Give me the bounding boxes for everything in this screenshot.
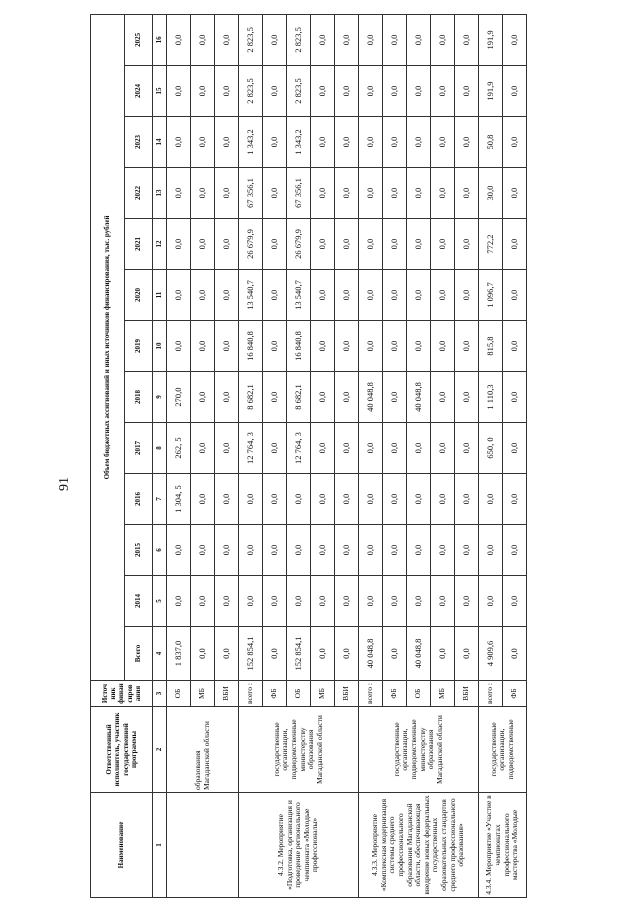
value-cell: 1 343,2 xyxy=(239,117,263,168)
header-year-2014: 2014 xyxy=(125,576,153,627)
value-cell: 0,0 xyxy=(215,525,239,576)
value-cell: 0,0 xyxy=(431,474,455,525)
value-cell: 0,0 xyxy=(503,576,527,627)
table-row xyxy=(239,14,263,897)
value-cell: 0,0 xyxy=(335,270,359,321)
value-cell: 0,0 xyxy=(407,66,431,117)
value-cell: 191,9 xyxy=(479,66,503,117)
value-cell: 0,0 xyxy=(311,627,335,681)
value-cell: 0,0 xyxy=(263,14,287,65)
source-cell: ВБИ xyxy=(215,681,239,707)
value-cell: 262, 5 xyxy=(167,423,191,474)
value-cell: 0,0 xyxy=(263,576,287,627)
executor-cell: государственные организации, подведомственные министерству образования Магаданской области xyxy=(239,707,359,793)
value-cell: 0,0 xyxy=(431,66,455,117)
value-cell: 772,2 xyxy=(479,219,503,270)
value-cell: 0,0 xyxy=(431,168,455,219)
value-cell: 0,0 xyxy=(263,525,287,576)
value-cell: 0,0 xyxy=(407,117,431,168)
rotated-table-container xyxy=(90,14,572,898)
header-year-2015: 2015 xyxy=(125,525,153,576)
value-cell: 0,0 xyxy=(335,321,359,372)
header-source: Источ ник финан сиров ания xyxy=(91,681,153,707)
value-cell: 0,0 xyxy=(455,219,479,270)
value-cell: 0,0 xyxy=(263,117,287,168)
value-cell: 0,0 xyxy=(335,474,359,525)
value-cell: 0,0 xyxy=(191,474,215,525)
value-cell: 0,0 xyxy=(431,321,455,372)
value-cell: 0,0 xyxy=(431,219,455,270)
value-cell: 0,0 xyxy=(215,627,239,681)
source-cell: всего : xyxy=(359,681,383,707)
value-cell: 0,0 xyxy=(431,270,455,321)
source-cell: МБ xyxy=(431,681,455,707)
value-cell: 0,0 xyxy=(383,270,407,321)
value-cell: 0,0 xyxy=(191,168,215,219)
source-cell: ВБИ xyxy=(335,681,359,707)
source-cell: ФБ xyxy=(263,681,287,707)
value-cell: 0,0 xyxy=(215,423,239,474)
source-cell: ОБ xyxy=(407,681,431,707)
value-cell: 0,0 xyxy=(479,474,503,525)
value-cell: 0,0 xyxy=(503,627,527,681)
value-cell: 0,0 xyxy=(359,219,383,270)
value-cell: 40 048,8 xyxy=(407,627,431,681)
value-cell: 0,0 xyxy=(455,474,479,525)
value-cell: 0,0 xyxy=(167,219,191,270)
value-cell: 0,0 xyxy=(407,168,431,219)
value-cell: 0,0 xyxy=(167,270,191,321)
source-cell: ФБ xyxy=(503,681,527,707)
value-cell: 8 682,1 xyxy=(287,372,311,423)
header-year-2018: 2018 xyxy=(125,372,153,423)
header-total: Всего xyxy=(125,627,153,681)
value-cell: 0,0 xyxy=(335,627,359,681)
table-row xyxy=(167,14,191,897)
value-cell: 0,0 xyxy=(215,270,239,321)
value-cell: 0,0 xyxy=(263,321,287,372)
value-cell: 0,0 xyxy=(383,372,407,423)
value-cell: 0,0 xyxy=(359,14,383,65)
value-cell: 0,0 xyxy=(215,474,239,525)
header-year-2019: 2019 xyxy=(125,321,153,372)
value-cell: 40 048,8 xyxy=(359,372,383,423)
table-row xyxy=(479,14,503,897)
value-cell: 0,0 xyxy=(263,423,287,474)
value-cell: 67 356,1 xyxy=(287,168,311,219)
column-number: 6 xyxy=(153,525,167,576)
value-cell: 0,0 xyxy=(431,627,455,681)
value-cell: 1 304, 5 xyxy=(167,474,191,525)
value-cell: 152 854,1 xyxy=(239,627,263,681)
header-year-2025: 2025 xyxy=(125,14,153,65)
value-cell: 0,0 xyxy=(455,525,479,576)
value-cell: 0,0 xyxy=(455,627,479,681)
source-cell: ОБ xyxy=(167,681,191,707)
value-cell: 0,0 xyxy=(359,168,383,219)
value-cell: 0,0 xyxy=(215,14,239,65)
value-cell: 0,0 xyxy=(503,372,527,423)
value-cell: 0,0 xyxy=(383,117,407,168)
value-cell: 0,0 xyxy=(407,423,431,474)
value-cell: 0,0 xyxy=(455,270,479,321)
value-cell: 0,0 xyxy=(359,576,383,627)
header-executor: Ответственный исполнитель, участник государственной программы xyxy=(91,707,153,793)
value-cell: 0,0 xyxy=(335,576,359,627)
value-cell: 0,0 xyxy=(167,576,191,627)
value-cell: 0,0 xyxy=(215,117,239,168)
value-cell: 0,0 xyxy=(383,474,407,525)
value-cell: 0,0 xyxy=(359,66,383,117)
value-cell: 2 823,5 xyxy=(239,66,263,117)
value-cell: 152 854,1 xyxy=(287,627,311,681)
value-cell: 0,0 xyxy=(215,576,239,627)
column-number: 16 xyxy=(153,14,167,65)
column-number: 5 xyxy=(153,576,167,627)
value-cell: 0,0 xyxy=(191,117,215,168)
value-cell: 0,0 xyxy=(383,168,407,219)
value-cell: 0,0 xyxy=(359,474,383,525)
column-number: 8 xyxy=(153,423,167,474)
value-cell: 0,0 xyxy=(167,14,191,65)
source-cell: всего : xyxy=(479,681,503,707)
value-cell: 0,0 xyxy=(455,14,479,65)
value-cell: 0,0 xyxy=(335,117,359,168)
value-cell: 650, 0 xyxy=(479,423,503,474)
value-cell: 0,0 xyxy=(311,474,335,525)
value-cell: 0,0 xyxy=(335,168,359,219)
value-cell: 0,0 xyxy=(383,627,407,681)
value-cell: 0,0 xyxy=(383,423,407,474)
value-cell: 1 110,3 xyxy=(479,372,503,423)
value-cell: 0,0 xyxy=(311,423,335,474)
value-cell: 0,0 xyxy=(503,168,527,219)
value-cell: 0,0 xyxy=(335,66,359,117)
value-cell: 0,0 xyxy=(503,423,527,474)
column-number: 10 xyxy=(153,321,167,372)
source-cell: ОБ xyxy=(287,681,311,707)
value-cell: 0,0 xyxy=(359,525,383,576)
header-year-2016: 2016 xyxy=(125,474,153,525)
value-cell: 0,0 xyxy=(191,321,215,372)
value-cell: 0,0 xyxy=(455,168,479,219)
column-number: 15 xyxy=(153,66,167,117)
measure-name: 4.3.3. Мероприятие «Комплексная модернизация системы среднего профессионального образования Магаданской области, обеспечивающая внедрение новых федеральных государственных образовательных стандартов среднего профессионального образования» xyxy=(359,793,479,898)
column-number: 14 xyxy=(153,117,167,168)
value-cell: 0,0 xyxy=(311,372,335,423)
value-cell: 8 682,1 xyxy=(239,372,263,423)
value-cell: 0,0 xyxy=(359,270,383,321)
page-number: 91 xyxy=(57,477,72,491)
value-cell: 0,0 xyxy=(503,474,527,525)
column-number: 9 xyxy=(153,372,167,423)
value-cell: 0,0 xyxy=(215,66,239,117)
value-cell: 67 356,1 xyxy=(239,168,263,219)
value-cell: 0,0 xyxy=(311,168,335,219)
value-cell: 2 823,5 xyxy=(287,66,311,117)
value-cell: 0,0 xyxy=(455,321,479,372)
value-cell: 0,0 xyxy=(359,423,383,474)
value-cell: 0,0 xyxy=(287,525,311,576)
executor-cell: образования Магаданской области xyxy=(167,707,239,793)
value-cell: 0,0 xyxy=(191,423,215,474)
value-cell: 0,0 xyxy=(503,219,527,270)
header-year-2017: 2017 xyxy=(125,423,153,474)
value-cell: 0,0 xyxy=(455,117,479,168)
value-cell: 1 343,2 xyxy=(287,117,311,168)
source-cell: МБ xyxy=(191,681,215,707)
header-financing: Объем бюджетных ассигнований и иных источников финансирования, тыс. рублей xyxy=(91,14,125,680)
header-year-2022: 2022 xyxy=(125,168,153,219)
value-cell: 0,0 xyxy=(359,321,383,372)
column-number: 13 xyxy=(153,168,167,219)
value-cell: 0,0 xyxy=(263,168,287,219)
value-cell: 0,0 xyxy=(503,525,527,576)
value-cell: 0,0 xyxy=(287,474,311,525)
value-cell: 0,0 xyxy=(407,14,431,65)
value-cell: 0,0 xyxy=(503,14,527,65)
value-cell: 16 840,8 xyxy=(239,321,263,372)
column-number: 11 xyxy=(153,270,167,321)
value-cell: 0,0 xyxy=(311,14,335,65)
value-cell: 0,0 xyxy=(383,576,407,627)
value-cell: 26 679,9 xyxy=(287,219,311,270)
value-cell: 0,0 xyxy=(167,321,191,372)
value-cell: 0,0 xyxy=(455,372,479,423)
value-cell: 0,0 xyxy=(263,372,287,423)
value-cell: 13 540,7 xyxy=(239,270,263,321)
column-number: 3 xyxy=(153,681,167,707)
value-cell: 1 837,0 xyxy=(167,627,191,681)
value-cell: 0,0 xyxy=(263,270,287,321)
value-cell: 0,0 xyxy=(503,117,527,168)
value-cell: 0,0 xyxy=(167,168,191,219)
value-cell: 0,0 xyxy=(311,219,335,270)
value-cell: 0,0 xyxy=(431,525,455,576)
value-cell: 0,0 xyxy=(455,576,479,627)
value-cell: 50,8 xyxy=(479,117,503,168)
value-cell: 0,0 xyxy=(383,525,407,576)
value-cell: 0,0 xyxy=(383,321,407,372)
value-cell: 1 096,7 xyxy=(479,270,503,321)
financing-table xyxy=(90,14,527,898)
value-cell: 0,0 xyxy=(431,117,455,168)
value-cell: 0,0 xyxy=(311,525,335,576)
executor-cell: государственные организации, подведомственные xyxy=(479,707,527,793)
value-cell: 13 540,7 xyxy=(287,270,311,321)
value-cell: 26 679,9 xyxy=(239,219,263,270)
value-cell: 0,0 xyxy=(479,525,503,576)
measure-name: 4.3.2. Мероприятие «Подготовка, организация и проведение регионального чемпионата «Молодые профессионалы» xyxy=(239,793,359,898)
value-cell: 0,0 xyxy=(191,627,215,681)
value-cell: 815,8 xyxy=(479,321,503,372)
value-cell: 0,0 xyxy=(359,117,383,168)
value-cell: 0,0 xyxy=(431,423,455,474)
column-number: 12 xyxy=(153,219,167,270)
executor-cell: государственные организации, подведомственные министерству образования Магаданской области xyxy=(359,707,479,793)
value-cell: 0,0 xyxy=(239,576,263,627)
value-cell: 0,0 xyxy=(335,219,359,270)
value-cell: 0,0 xyxy=(431,372,455,423)
value-cell: 0,0 xyxy=(407,270,431,321)
value-cell: 0,0 xyxy=(455,423,479,474)
value-cell: 30,0 xyxy=(479,168,503,219)
value-cell: 0,0 xyxy=(239,525,263,576)
table-row xyxy=(359,14,383,897)
value-cell: 0,0 xyxy=(215,372,239,423)
value-cell: 0,0 xyxy=(431,576,455,627)
value-cell: 0,0 xyxy=(383,66,407,117)
value-cell: 0,0 xyxy=(503,321,527,372)
value-cell: 0,0 xyxy=(167,66,191,117)
value-cell: 0,0 xyxy=(335,14,359,65)
value-cell: 4 909,6 xyxy=(479,627,503,681)
measure-name xyxy=(167,793,239,898)
value-cell: 0,0 xyxy=(191,372,215,423)
value-cell: 12 764, 3 xyxy=(287,423,311,474)
value-cell: 0,0 xyxy=(311,576,335,627)
value-cell: 270,0 xyxy=(167,372,191,423)
value-cell: 0,0 xyxy=(191,219,215,270)
value-cell: 12 764, 3 xyxy=(239,423,263,474)
value-cell: 0,0 xyxy=(407,525,431,576)
header-year-2021: 2021 xyxy=(125,219,153,270)
value-cell: 0,0 xyxy=(239,474,263,525)
value-cell: 0,0 xyxy=(335,372,359,423)
value-cell: 0,0 xyxy=(455,66,479,117)
value-cell: 2 823,5 xyxy=(239,14,263,65)
value-cell: 191,9 xyxy=(479,14,503,65)
value-cell: 0,0 xyxy=(503,270,527,321)
value-cell: 0,0 xyxy=(167,525,191,576)
value-cell: 0,0 xyxy=(407,576,431,627)
value-cell: 0,0 xyxy=(215,219,239,270)
value-cell: 0,0 xyxy=(191,66,215,117)
value-cell: 0,0 xyxy=(263,66,287,117)
value-cell: 0,0 xyxy=(263,474,287,525)
header-year-2024: 2024 xyxy=(125,66,153,117)
value-cell: 0,0 xyxy=(335,525,359,576)
value-cell: 0,0 xyxy=(407,219,431,270)
value-cell: 0,0 xyxy=(215,321,239,372)
value-cell: 40 048,8 xyxy=(359,627,383,681)
value-cell: 0,0 xyxy=(407,474,431,525)
header-name: Наименование xyxy=(91,793,153,898)
value-cell: 0,0 xyxy=(503,66,527,117)
header-year-2020: 2020 xyxy=(125,270,153,321)
value-cell: 40 048,8 xyxy=(407,372,431,423)
value-cell: 0,0 xyxy=(263,219,287,270)
source-cell: всего : xyxy=(239,681,263,707)
column-number: 7 xyxy=(153,474,167,525)
value-cell: 0,0 xyxy=(311,117,335,168)
source-cell: ФБ xyxy=(383,681,407,707)
value-cell: 0,0 xyxy=(191,576,215,627)
value-cell: 0,0 xyxy=(191,14,215,65)
value-cell: 0,0 xyxy=(335,423,359,474)
value-cell: 0,0 xyxy=(215,168,239,219)
value-cell: 0,0 xyxy=(407,321,431,372)
value-cell: 0,0 xyxy=(311,66,335,117)
value-cell: 0,0 xyxy=(191,525,215,576)
source-cell: МБ xyxy=(311,681,335,707)
value-cell: 0,0 xyxy=(191,270,215,321)
value-cell: 0,0 xyxy=(311,270,335,321)
value-cell: 16 840,8 xyxy=(287,321,311,372)
value-cell: 0,0 xyxy=(287,576,311,627)
value-cell: 0,0 xyxy=(383,14,407,65)
measure-name: 4.3.4. Мероприятие «Участие в чемпионатах профессионального мастерства «Молодые xyxy=(479,793,527,898)
value-cell: 0,0 xyxy=(383,219,407,270)
source-cell: ВБИ xyxy=(455,681,479,707)
column-number: 1 xyxy=(153,793,167,898)
value-cell: 0,0 xyxy=(263,627,287,681)
value-cell: 2 823,5 xyxy=(287,14,311,65)
value-cell: 0,0 xyxy=(311,321,335,372)
column-number: 2 xyxy=(153,707,167,793)
value-cell: 0,0 xyxy=(431,14,455,65)
value-cell: 0,0 xyxy=(167,117,191,168)
value-cell: 0,0 xyxy=(479,576,503,627)
column-number: 4 xyxy=(153,627,167,681)
header-year-2023: 2023 xyxy=(125,117,153,168)
